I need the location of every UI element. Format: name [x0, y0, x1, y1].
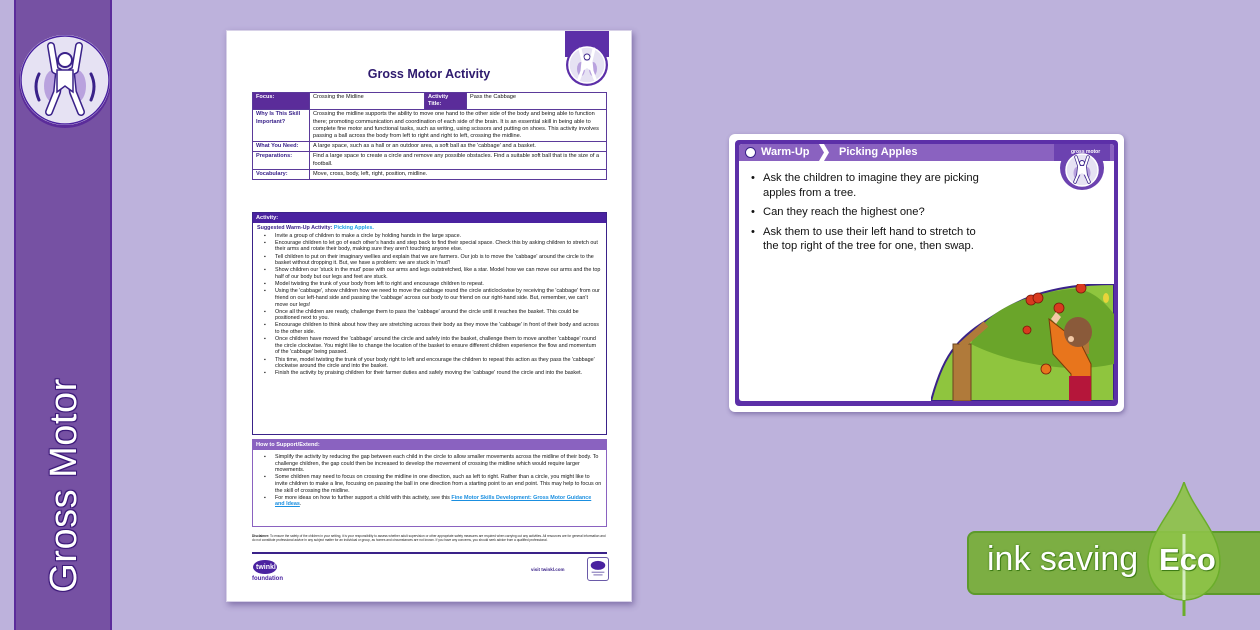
activity-step: ▪ This time, model twisting the trunk of your body right to left and encourage the children to repeat this action as they pass the 'cabbage' clockwise around the circle and into the basket.: [275, 357, 602, 370]
footer-divider: [252, 552, 607, 554]
activity-section: [252, 212, 607, 435]
warmup-link[interactable]: Picking Apples.: [333, 225, 374, 231]
support-item: ▪ Some children may need to focus on crossing the midline in one direction, such as left to right. Rather than a circle, you might like to invite children to make a line, focusing on passing the ball in one direction from a starting point to an end point. This may help to focus on the skill of crossing the midline.: [275, 474, 602, 494]
support-item-end: .: [299, 501, 302, 508]
what-you-need-value: A large space, such as a hall or an outdoor area, a soft ball as the 'cabbage' and a basket.: [310, 142, 607, 152]
disclaimer-text: To ensure the safety of the children in your setting, it is your responsibility to assess whether adult supervision or other appropriate safety measures are required when carrying out any activities. All resources are for general information and do not constitute professional advice in any subject matter for an individual or group, as homes and circumstances are not known. If you have any concerns, you should seek advice from a qualified professional.: [252, 534, 606, 542]
card-bullet: • Can they reach the highest one?: [751, 205, 991, 220]
activity-steps-list: [257, 233, 602, 377]
vocabulary-value: Move, cross, body, left, right, position, midline.: [310, 169, 607, 179]
support-item: [275, 495, 602, 508]
activity-title-label: Activity Title:: [425, 93, 467, 110]
why-important-label: Why Is This Skill Important?: [253, 110, 310, 142]
activity-step: ▪ Once all the children are ready, challenge them to pass the 'cabbage' around the circle until it reaches the basket. This could be positioned next to you.: [275, 309, 602, 322]
document-title: Gross Motor Activity: [367, 67, 491, 81]
ink-saving-label: ink saving: [987, 540, 1139, 578]
card-badge-text: gross motor: [1071, 149, 1101, 155]
support-heading: How to Support/Extend:: [253, 440, 606, 450]
support-item: ▪ Simplify the activity by reducing the gap between each child in the circle to allow smaller movements across the midline of their body. To challenge children, the gap could then be increased to develop the movement of crossing the midline which would require larger movements.: [275, 454, 602, 474]
focus-value: Crossing the Midline: [310, 93, 425, 110]
disclaimer: [252, 534, 607, 542]
activity-step: ▪ Tell children to put on their imaginary wellies and explain that we are farmers. Our job is to move the 'cabbage' around the circle to the basket without dropping it. But, we have a problem: we are stuck in 'mud'!: [275, 254, 602, 267]
chevron-right-icon: [817, 144, 829, 161]
why-important-value: Crossing the midline supports the ability to move one hand to the other side of the body and being able to function there; promoting communication and coordination of each side of the brain. It is an essential skill in being able to complete fine motor and functional tasks, such as writing, using scissors and putting on shoes. This activity involves passing a ball across the body from left to right and right to left, crossing the midline.: [310, 110, 607, 142]
preparations-value: Find a large space to create a circle and remove any possible obstacles. Find a suitable soft ball that is the size of a football.: [310, 152, 607, 169]
guidance-link[interactable]: Fine Motor Skills Development: Gross Motor Guidance and Ideas: [275, 494, 592, 508]
activity-heading: Activity:: [253, 213, 606, 223]
warmup-suggestion: [257, 225, 602, 232]
card-bullet: • Ask them to use their left hand to stretch to the top right of the tree for one, then swap.: [751, 225, 991, 254]
card-header-topic: Picking Apples: [839, 146, 918, 158]
category-title: Gross Motor: [42, 377, 85, 593]
category-sidebar: [14, 0, 112, 630]
activity-step: ▪ Encourage children to let go of each other's hands and step back to find their special space. Check this by asking children to stretch out their arms and rotate their body, making sure they aren't touching anyone else.: [275, 240, 602, 253]
card-bullet: • Ask the children to imagine they are picking apples from a tree.: [751, 171, 991, 200]
twinkl-foundation-logo-icon: [251, 558, 283, 582]
activity-info-table: [252, 92, 607, 180]
activity-step: ▪ Using the 'cabbage', show children how we need to move the cabbage round the circle anticlockwise by receiving the 'cabbage' from our friend on our left-hand side and passing the 'cabbage' across our body to our friend on our right-hand side. But, remember, we can't move our legs!: [275, 288, 602, 308]
activity-step: ▪ Once children have moved the 'cabbage' around the circle and safely into the basket, challenge them to move another 'cabbage' round the circle clockwise. You might like to change the location of the basket to ensure different children experience the flow and momentum of the 'cabbage' being passed.: [275, 336, 602, 356]
vocabulary-label: Vocabulary:: [253, 169, 310, 179]
svg-text:foundation: foundation: [252, 576, 283, 582]
what-you-need-label: What You Need:: [253, 142, 310, 152]
support-item-text: For more ideas on how to further support a child with this activity, see this: [275, 494, 452, 501]
activity-step: ▪ Finish the activity by praising children for their farmer duties and safely moving the 'cabbage' round the circle and into the basket.: [275, 370, 602, 377]
svg-text:twinkl: twinkl: [256, 564, 276, 571]
activity-title-value: Pass the Cabbage: [467, 93, 607, 110]
activity-document-preview: [226, 30, 632, 602]
quality-badge-icon: [587, 557, 609, 581]
activity-step: ▪ Invite a group of children to make a circle by holding hands in the large space.: [275, 233, 602, 240]
support-list: [257, 454, 602, 508]
support-section: [252, 439, 607, 527]
gross-motor-card-badge-icon: [1054, 144, 1110, 192]
activity-step: ▪ Show children our 'stuck in the mud' pose with our arms and legs outstretched, like a star. Model how we can move our arms and the top half of our body but our legs and feet are stuck.: [275, 267, 602, 280]
focus-label: Focus:: [253, 93, 310, 110]
activity-step: ▪ Model twisting the trunk of your body from left to right and encourage children to repeat.: [275, 281, 602, 288]
apple-picking-illustration: [931, 284, 1114, 401]
card-header-label: Warm-Up: [761, 146, 810, 158]
card-bullet-list: [751, 171, 991, 259]
warmup-label: Suggested Warm-Up Activity:: [257, 225, 333, 231]
eco-word: Eco: [1159, 542, 1216, 577]
preparations-label: Preparations:: [253, 152, 310, 169]
visit-link[interactable]: visit twinkl.com: [531, 567, 565, 572]
checkbox-circle-icon: [745, 147, 756, 158]
activity-step: ▪ Encourage children to think about how they are stretching across their body as they move the 'cabbage' in front of their body and across to the other side.: [275, 322, 602, 335]
disclaimer-label: Disclaimer:: [252, 534, 270, 538]
warmup-activity-card: [729, 134, 1124, 412]
gross-motor-badge-icon: [17, 30, 113, 130]
